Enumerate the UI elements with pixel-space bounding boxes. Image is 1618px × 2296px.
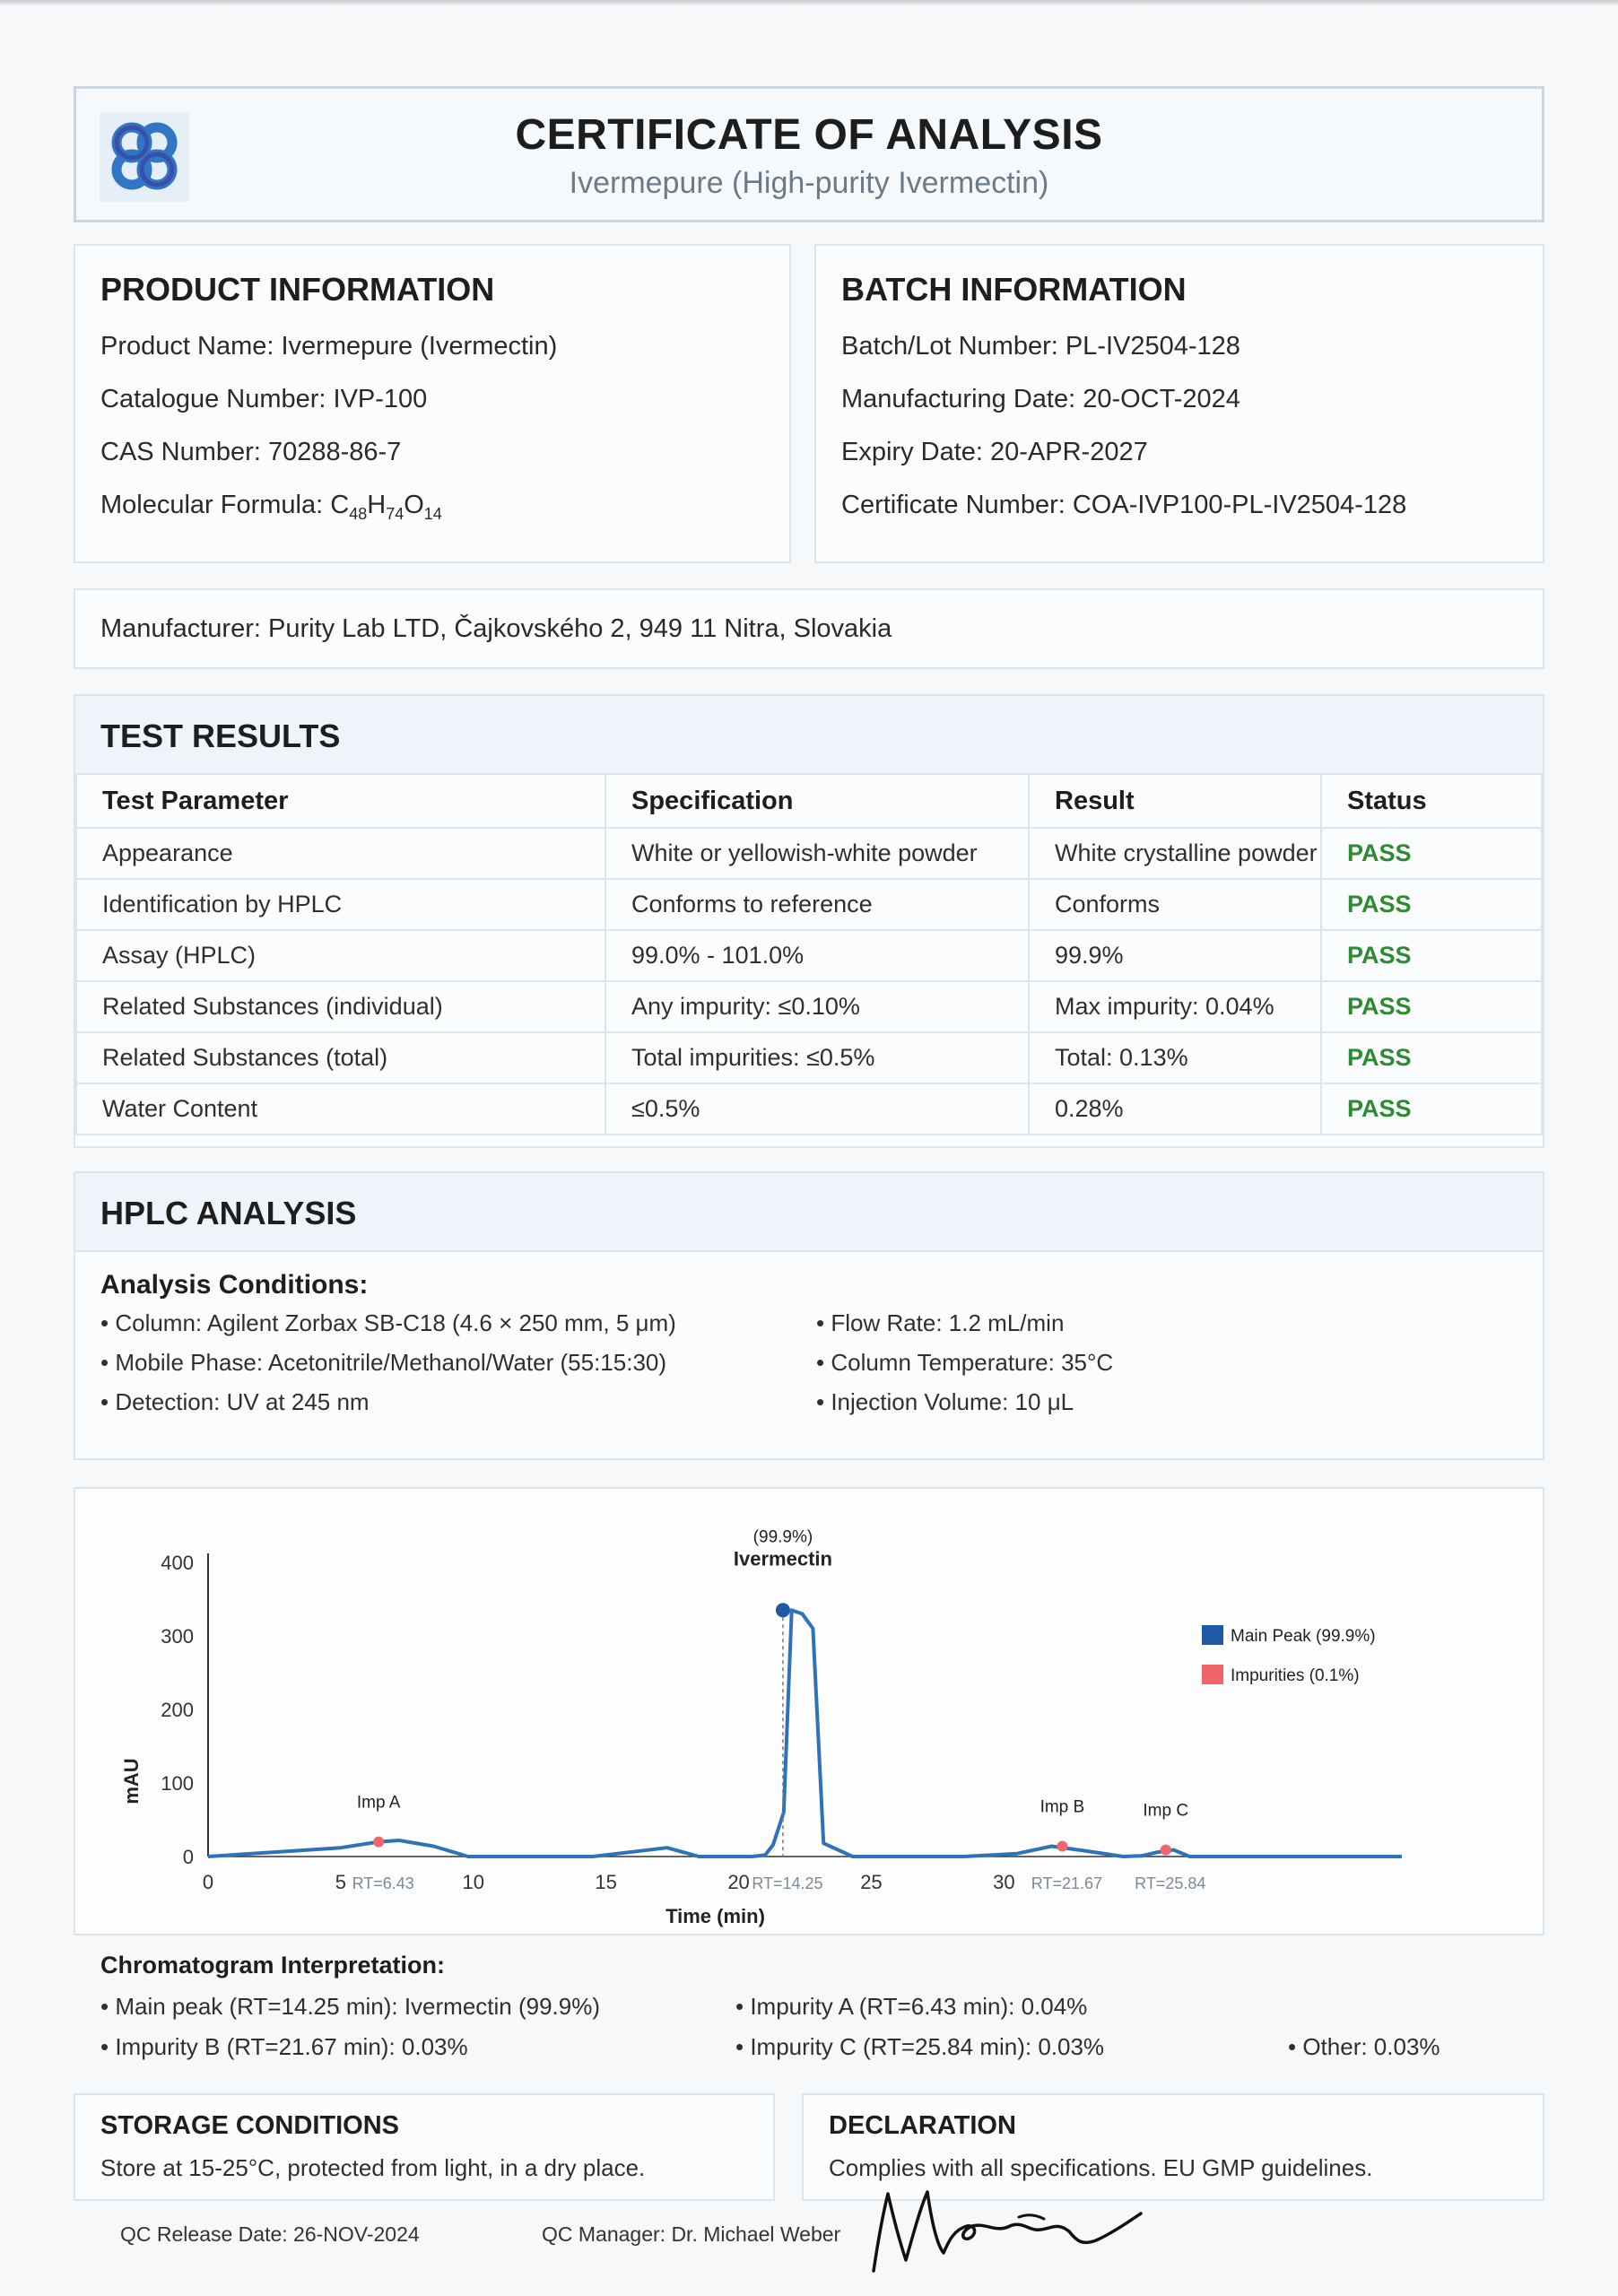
interpretation-item: • Main peak (RT=14.25 min): Ivermectin (99.9%) [100,1993,601,2020]
test-parameter: Appearance [76,828,605,879]
declaration-text: Complies with all specifications. EU GMP guidelines. [829,2154,1373,2181]
formula-element: C [330,491,350,519]
test-parameter: Related Substances (total) [76,1032,605,1083]
chromatogram-chart [75,1489,1543,1934]
x-tick-label: 15 [595,1871,617,1893]
formula-label: Molecular Formula: [100,491,331,519]
result: Conforms [1029,879,1321,930]
y-tick-label: 300 [161,1625,194,1648]
retention-time-label: RT=21.67 [1031,1874,1103,1892]
test-parameter: Related Substances (individual) [76,981,605,1032]
section-heading: PRODUCT INFORMATION [100,271,495,308]
section-header [75,1173,1543,1252]
specification: 99.0% - 101.0% [605,930,1029,981]
formula-element: H [367,491,387,519]
batch-information-panel [814,244,1544,563]
result: Max impurity: 0.04% [1029,981,1321,1032]
interpretation-item: • Other: 0.03% [1288,2033,1440,2060]
formula-count: 74 [386,504,404,523]
column-header: Status [1321,774,1542,828]
test-parameter: Water Content [76,1083,605,1135]
condition-item: • Flow Rate: 1.2 mL/min [816,1309,1065,1336]
batch-lot-number: Batch/Lot Number: PL-IV2504-128 [841,332,1240,361]
peak-percent-label: (99.9%) [752,1527,813,1547]
peak-name-label: Imp A [356,1793,401,1813]
table-row [76,1083,1542,1135]
x-tick-label: 20 [727,1871,750,1893]
condition-item: • Injection Volume: 10 μL [816,1388,1074,1415]
impurity-peak-point [1161,1845,1171,1856]
test-parameter: Assay (HPLC) [76,930,605,981]
legend-swatch [1202,1625,1223,1645]
interpretation-item: • Impurity A (RT=6.43 min): 0.04% [735,1993,1088,2020]
manufacturer-panel [74,588,1544,669]
result: 0.28% [1029,1083,1321,1135]
condition-item: • Column Temperature: 35°C [816,1349,1114,1376]
x-tick-label: 10 [462,1871,485,1893]
condition-item: • Column: Agilent Zorbax SB-C18 (4.6 × 250 mm, 5 μm) [100,1309,676,1336]
specification: Conforms to reference [605,879,1029,930]
table-row [76,1032,1542,1083]
formula-count: 48 [349,504,368,523]
molecular-formula [100,491,442,524]
catalogue-number: Catalogue Number: IVP-100 [100,385,428,413]
retention-time-label: RT=25.84 [1135,1874,1206,1892]
status-pass: PASS [1321,1032,1542,1083]
status-pass: PASS [1321,828,1542,879]
column-header: Specification [605,774,1029,828]
interpretation-title: Chromatogram Interpretation: [100,1952,446,1979]
status-pass: PASS [1321,981,1542,1032]
y-tick-label: 200 [161,1699,194,1721]
x-tick-label: 30 [993,1871,1015,1893]
certificate-header [74,86,1544,222]
condition-item: • Mobile Phase: Acetonitrile/Methanol/Water (55:15:30) [100,1349,667,1376]
y-tick-label: 100 [161,1772,194,1795]
legend-swatch [1202,1665,1223,1684]
result: Total: 0.13% [1029,1032,1321,1083]
condition-item: • Detection: UV at 245 nm [100,1388,370,1415]
y-tick-label: 0 [182,1846,194,1868]
section-heading: DECLARATION [829,2111,1016,2140]
scan-top-edge [0,0,1618,5]
specification: White or yellowish-white powder [605,828,1029,879]
y-axis-label: mAU [120,1758,143,1805]
legend-label: Main Peak (99.9%) [1231,1627,1376,1646]
storage-conditions-panel [74,2093,775,2201]
qc-manager: QC Manager: Dr. Michael Weber [542,2222,841,2246]
table-row [76,879,1542,930]
peak-name-label: Ivermectin [733,1547,832,1570]
product-information-panel [74,244,791,563]
hplc-analysis-panel [74,1171,1544,1460]
retention-time-label: RT=6.43 [352,1874,414,1892]
chromatogram-panel [74,1487,1544,1935]
result: White crystalline powder [1029,828,1321,879]
table-row [76,828,1542,879]
manufacturer-text: Manufacturer: Purity Lab LTD, Čajkovského 2, 949 11 Nitra, Slovakia [100,614,892,643]
x-tick-label: 0 [202,1871,214,1893]
legend-label: Impurities (0.1%) [1231,1666,1360,1685]
test-results-table [75,773,1543,1135]
status-pass: PASS [1321,1083,1542,1135]
interpretation-item: • Impurity B (RT=21.67 min): 0.03% [100,2033,468,2060]
x-tick-label: 5 [335,1871,347,1893]
x-tick-label: 25 [860,1871,883,1893]
interpretation-item: • Impurity C (RT=25.84 min): 0.03% [735,2033,1105,2060]
retention-time-label: RT=14.25 [752,1874,823,1892]
main-peak-point [776,1603,790,1617]
chromatogram-line [208,1610,1402,1857]
impurity-peak-point [373,1837,384,1848]
formula-element: O [404,491,424,519]
qc-release-date: QC Release Date: 26-NOV-2024 [120,2222,420,2246]
test-results-panel [74,694,1544,1148]
section-heading: HPLC ANALYSIS [100,1195,357,1231]
result: 99.9% [1029,930,1321,981]
manufacturing-date: Manufacturing Date: 20-OCT-2024 [841,385,1240,413]
certificate-number: Certificate Number: COA-IVP100-PL-IV2504-128 [841,491,1407,519]
section-heading: TEST RESULTS [100,718,341,754]
x-axis-label: Time (min) [665,1905,765,1927]
specification: Any impurity: ≤0.10% [605,981,1029,1032]
section-heading: STORAGE CONDITIONS [100,2111,399,2140]
analysis-conditions-title: Analysis Conditions: [100,1270,369,1300]
formula-count: 14 [423,504,442,523]
table-row [76,930,1542,981]
impurity-peak-point [1057,1841,1067,1852]
peak-name-label: Imp C [1143,1801,1189,1821]
table-header-row [76,774,1542,828]
column-header: Test Parameter [76,774,605,828]
specification: ≤0.5% [605,1083,1029,1135]
column-header: Result [1029,774,1321,828]
cas-number: CAS Number: 70288-86-7 [100,438,402,466]
specification: Total impurities: ≤0.5% [605,1032,1029,1083]
handwritten-signature [861,2181,1148,2280]
section-heading: BATCH INFORMATION [841,271,1187,308]
y-tick-label: 400 [161,1552,194,1574]
status-pass: PASS [1321,930,1542,981]
peak-name-label: Imp B [1040,1797,1085,1817]
product-name: Product Name: Ivermepure (Ivermectin) [100,332,558,361]
status-pass: PASS [1321,879,1542,930]
document-subtitle: Ivermepure (High-purity Ivermectin) [569,166,1049,200]
table-row [76,981,1542,1032]
storage-text: Store at 15-25°C, protected from light, in a dry place. [100,2154,646,2181]
test-parameter: Identification by HPLC [76,879,605,930]
expiry-date: Expiry Date: 20-APR-2027 [841,438,1148,466]
section-header [75,696,1543,775]
document-title: CERTIFICATE OF ANALYSIS [515,111,1103,159]
